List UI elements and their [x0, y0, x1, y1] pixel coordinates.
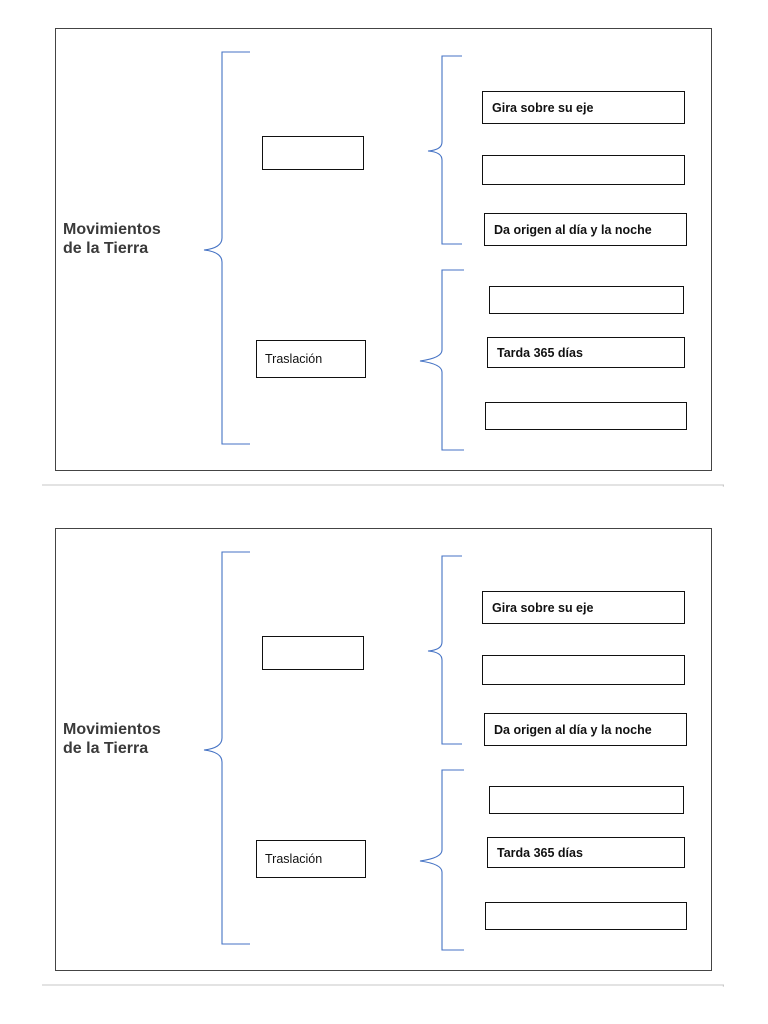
root-label-line-2: de la Tierra	[63, 740, 149, 757]
divider-mark: ·	[722, 982, 725, 991]
translation-item-2: Tarda 365 días	[487, 337, 685, 368]
rotation-item-1: Gira sobre su eje	[482, 91, 685, 124]
rotation-item-1: Gira sobre su eje	[482, 591, 685, 624]
root-label-line-1: Movimientos	[63, 221, 161, 238]
rotation-item-3: Da origen al día y la noche	[484, 713, 687, 746]
translation-item-3-blank[interactable]	[485, 402, 687, 430]
translation-item-3-blank[interactable]	[485, 902, 687, 930]
root-label-line-1: Movimientos	[63, 721, 161, 738]
rotation-blank-box[interactable]	[262, 136, 364, 170]
root-label	[63, 220, 161, 258]
translation-item-1-blank[interactable]	[489, 286, 684, 314]
translation-box: Traslación	[256, 340, 366, 378]
divider-mark: ·	[722, 482, 725, 491]
concept-map-sheet-1	[0, 0, 768, 500]
translation-item-1-blank[interactable]	[489, 786, 684, 814]
sheet-divider	[42, 984, 724, 986]
sheet-divider	[42, 484, 724, 486]
rotation-item-2-blank[interactable]	[482, 655, 685, 685]
concept-map-sheet-2	[0, 500, 768, 1000]
root-label-line-2: de la Tierra	[63, 240, 149, 257]
rotation-item-3: Da origen al día y la noche	[484, 213, 687, 246]
rotation-blank-box[interactable]	[262, 636, 364, 670]
translation-box: Traslación	[256, 840, 366, 878]
root-label	[63, 720, 161, 758]
rotation-item-2-blank[interactable]	[482, 155, 685, 185]
translation-item-2: Tarda 365 días	[487, 837, 685, 868]
